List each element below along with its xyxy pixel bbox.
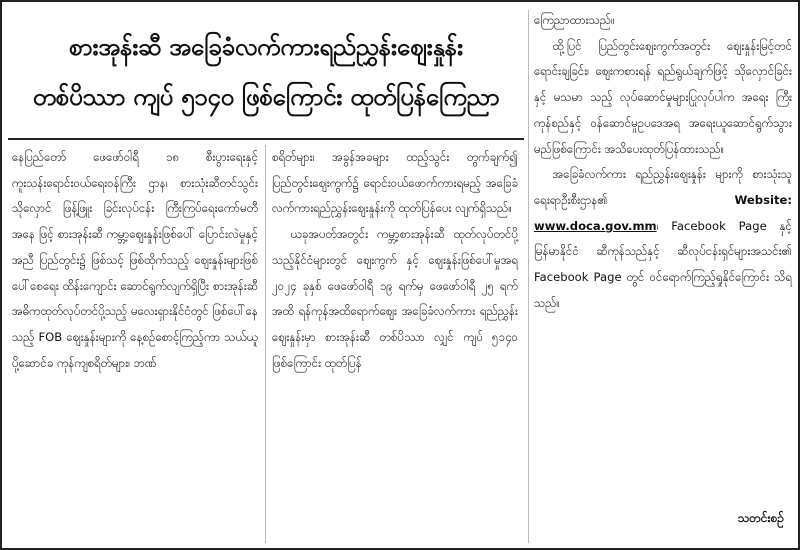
website-link[interactable]: www.doca.gov.mm <box>534 218 657 233</box>
body-paragraph: စရိတ်များ၊ အခွန်အခများ ထည့်သွင်း တွက်ချက်၍ ပြည်တွင်းဈေးကွက်၌ ရောင်းဝယ်ဖောက်ကားရမည့် အခြေခံ လက်ကားရည်ညွှန်းဈေးနှုန်းကို ထုတ်ပြန်ပေး လျက်ရှိသည်။ <box>272 150 518 216</box>
article-column-2 <box>272 145 518 376</box>
body-paragraph: ထို့ပြင် ပြည်တွင်းဈေးကွက်အတွင်း ဈေးနှုန်းမြင့်တင်ရောင်းချခြင်း၊ ဈေးကစားရန် ရည်ရွယ်ချက်ဖြင့် သိုလှောင်ခြင်းနှင့် မသမာ သည့် လုပ်ဆောင်မှုများပြုလုပ်ပါက အရေး ကြီး ကုန်စည်နှင့် ဝန်ဆောင်မှုဥပဒေအရ အရေးယူဆောင်ရွက်သွားမည်ဖြစ်ကြောင်း အသိပေးထုတ်ပြန်ထားသည်။ <box>534 38 792 156</box>
headline-line-2: တစ်ပိဿာ ကျပ် ၅၁၄၀ ဖြစ်ကြောင်း ထုတ်ပြန်ကြေညာ <box>32 83 500 111</box>
column-divider-1 <box>265 145 266 543</box>
body-paragraph: ယခုအပတ်အတွင်း ကမ္ဘာ့စားအုန်းဆီ ထုတ်လုပ်တင်ပို့သည့်နိုင်ငံများတွင် ဈေးကွက် နှင့် ဈေးနှုန်းဖြစ်ပေါ်မှုအရ ၂၀၂၄ ခုနှစ် ဖေဖော်ဝါရီ ၁၉ ရက်မှ ဖေဖော်ဝါရီ ၂၅ ရက် အထိ ရန်ကုန်အထိရောက်ဈေး အခြေခံလက်ကား ရည်ညွှန်းဈေးနှုန်းမှာ စားအုန်းဆီ တစ်ပိဿာ လျှင် ကျပ် ၅၁၄၀ ဖြစ်ကြောင်း ထုတ်ပြန် <box>272 227 518 370</box>
website-label: Website: <box>734 192 792 207</box>
body-text: အခြေခံလက်ကား ရည်ညွှန်းဈေးနှုန်း များကို စားသုံးသူရေးရာဦးစီးဌာန၏ <box>534 167 792 207</box>
body-paragraph <box>534 162 792 316</box>
byline: သတင်းစဉ် <box>737 511 784 525</box>
headline-divider <box>8 138 524 140</box>
body-paragraph: ကြေညာထားသည်။ <box>534 13 615 27</box>
body-text: ၊ Facebook Page နှင့် မြန်မာနိုင်ငံ ဆီကုန်သည်နှင့် ဆီလုပ်ငန်းရှင်များအသင်း၏ Facebook Page တွင် ဝင်ရောက်ကြည့်ရှုနိုင်ကြောင်း သိရသည်။ <box>534 218 792 310</box>
headline-line-1: စားအုန်းဆီ အခြေခံလက်ကားရည်ညွှန်းဈေးနှုန်း <box>69 33 463 61</box>
dateline-paragraph: နေပြည်တော် ဖေဖော်ဝါရီ ၁၈ စီးပွားရေးနှင့် ကူးသန်းရောင်းဝယ်ရေးဝန်ကြီး ဌာန၊ စားသုံးဆီတင်သွင်းသိုလှောင် ဖြန့်ဖြူး ခြင်းလုပ်ငန်း ကြီးကြပ်ရေးကော်မတီအနေ ဖြင့် စားအုန်းဆီ ကမ္ဘာ့ဈေးနှုန်းဖြစ်ပေါ် ပြောင်းလဲမှုနှင့်အညီ ပြည်တွင်း၌ ဖြစ်သင့် ဖြစ်ထိုက်သည့် ဈေးနှုန်းများဖြစ်ပေါ်စေရေး ထိန်းကျောင်း ဆောင်ရွက်လျက်ရှိပြီး စားအုန်းဆီ အဓိကထုတ်လုပ်တင်ပို့သည့် မလေးရှားနိုင်ငံတွင် ဖြစ်ပေါ်နေသည့် FOB ဈေးနှုန်းများကို နေ့စဉ်စောင့်ကြည့်ကာ သယ်ယူပို့ဆောင်ခ ကုန်ကျစရိတ်များ၊ ဘဏ် <box>12 150 258 370</box>
article-column-3 <box>534 8 792 316</box>
headline <box>8 8 524 136</box>
article-column-1 <box>12 145 258 376</box>
column-divider-2 <box>528 10 529 543</box>
